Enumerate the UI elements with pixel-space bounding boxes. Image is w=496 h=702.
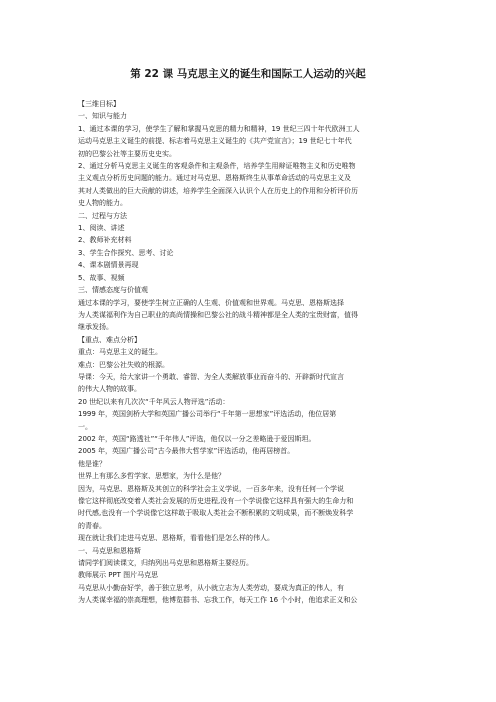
text-line: 3、学生合作探究、思考、讨论 xyxy=(78,248,174,257)
text-line: 运动马克思主义诞生的前提、标志着马克思主义诞生的《共产党宣言》；19 世纪七十年代 xyxy=(78,137,352,146)
text-line: 重点：马克思主义的诞生。 xyxy=(78,348,162,357)
document-body xyxy=(78,98,418,607)
text-line: 时代感,也没有一个学说像它这样敢于吸取人类社会不断积累的文明成果，而不断焕发科学 xyxy=(78,509,354,518)
text-line: 三、情感态度与价值观 xyxy=(78,286,148,295)
page-title: 第 22 课 马克思主义的诞生和国际工人运动的兴起 xyxy=(130,68,366,80)
text-line: 一、马克思和恩格斯 xyxy=(78,546,141,555)
text-line: 现在就让我们走进马克思、恩格斯，看看他们是怎么样的伟人。 xyxy=(78,534,274,543)
text-line: 一。 xyxy=(78,422,92,431)
text-line: 2、教师补充材料 xyxy=(78,236,132,245)
text-line: 请同学们阅读课文，归纳列出马克思和恩格斯主要经历。 xyxy=(78,559,253,568)
text-line: 1999 年，英国剑桥大学和英国广播公司举行“千年第一思想家”评选活动，他位居第 xyxy=(78,410,337,419)
text-line: 世界上有那么多哲学家、思想家，为什么是他？ xyxy=(78,472,225,481)
text-line: 为人类谋福利作为自己职业的高尚情操和巴黎公社的战斗精神都是全人类的宝贵财富，值得 xyxy=(78,310,358,319)
text-line: 马克思从小勤奋好学，善于独立思考，从小就立志为人类劳动，要成为真正的伟人，有 xyxy=(78,583,344,592)
text-line: 其对人类做出的巨大贡献的讲述，培养学生全面深入认识个人在历史上的作用和分析评价历 xyxy=(78,186,358,195)
text-line: 【重点、难点分析】 xyxy=(78,335,141,344)
text-line: 教师展示 PPT 图片马克思 xyxy=(78,571,159,580)
text-line: 因为，马克思、恩格斯及其创立的科学社会主义学说，一百多年来，没有任何一个学说 xyxy=(78,484,344,493)
text-line: 5、故事、视频 xyxy=(78,273,125,282)
text-line: 2002 年，英国“路透社”“千年伟人”评选，他仅以一分之差略逊于爱因斯坦。 xyxy=(78,434,316,443)
text-line: 为人类谋幸福的崇高理想，他博览群书、忘我工作，每天工作 16 个小时，他追求正义和公 xyxy=(78,596,358,605)
text-line: 他是谁？ xyxy=(78,459,106,468)
text-line: 的伟大人物的故事。 xyxy=(78,385,141,394)
text-line: 难点：巴黎公社失败的根源。 xyxy=(78,360,169,369)
text-line: 史人物的能力。 xyxy=(78,199,127,208)
text-line: 继承发扬。 xyxy=(78,323,113,332)
text-line: 【三维目标】 xyxy=(78,100,120,108)
text-line: 通过本课的学习，要使学生树立正确的人生观、价值观和世界观。马克思、恩格斯选择 xyxy=(78,298,344,307)
text-line: 的青春。 xyxy=(78,521,106,530)
text-line: 初的巴黎公社等主要历史史实。 xyxy=(78,149,176,158)
text-line: 像它这样彻底改变着人类社会发展的历史进程,没有一个学说像它这样具有强大的生命力和 xyxy=(78,497,354,505)
text-line: 1、阅读、讲述 xyxy=(78,224,125,233)
text-line: 2、通过分析马克思主义诞生的客观条件和主观条件，培养学生用辩证唯物主义和历史唯物 xyxy=(78,162,356,171)
text-line: 二、过程与方法 xyxy=(78,211,127,220)
text-line: 2005 年，英国广播公司“古今最伟大哲学家”评选活动，他再居榜首。 xyxy=(78,447,295,456)
text-line: 4、课本剧情景再现 xyxy=(78,261,139,270)
text-line: 20 世纪以来有几次次“千年风云人物评选”活动： xyxy=(78,397,230,406)
text-line: 主义观点分析历史问题的能力。通过对马克思、恩格斯终生从事革命活动的马克思主义及 xyxy=(78,174,351,183)
text-line: 1、通过本课的学习，使学生了解和掌握马克思的精力和精神，19 世纪三四十年代欧洲工人 xyxy=(78,124,360,133)
text-line: 导课：今天，给大家讲一个勇敢、睿智、为全人类解放事业而奋斗的、开辟新时代宣言 xyxy=(78,372,344,381)
text-line: 一、知识与能力 xyxy=(78,112,127,121)
